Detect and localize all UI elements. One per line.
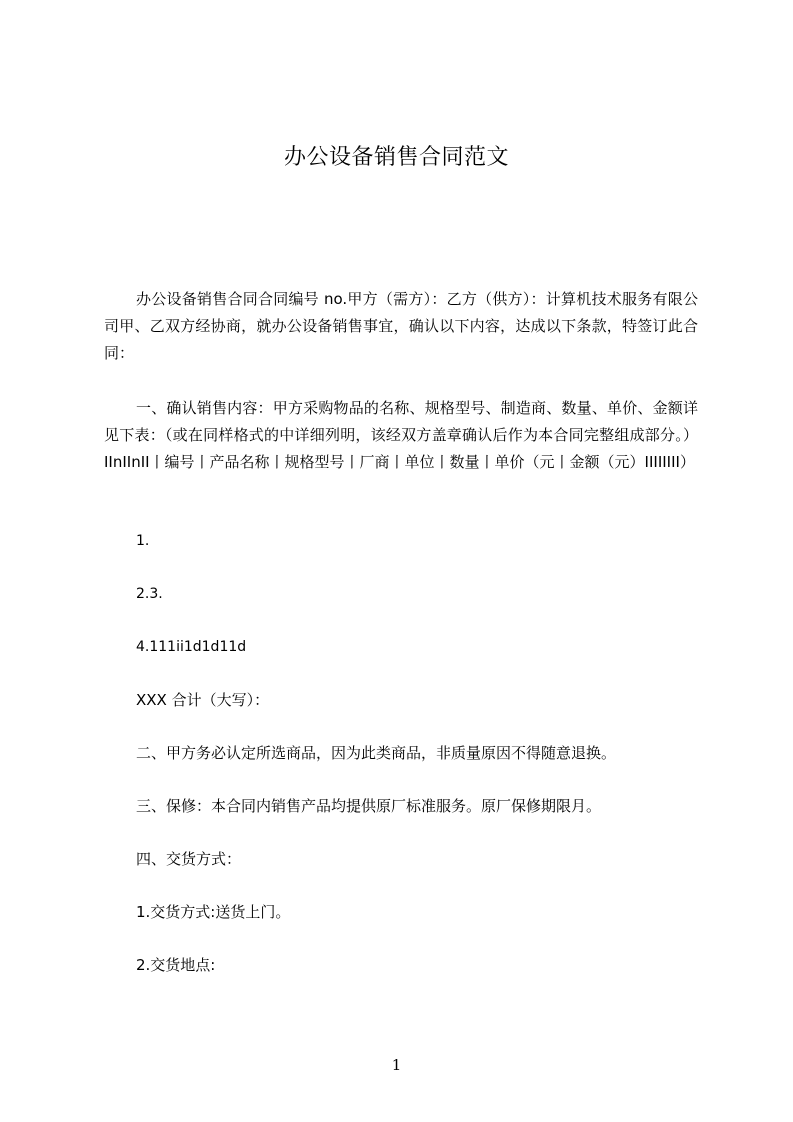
item-line-4: 4.111ii1d1d11d	[136, 639, 247, 655]
page-title: 办公设备销售合同范文	[283, 145, 509, 170]
section-two-line: 二、甲方务必认定所选商品，因为此类商品，非质量原因不得随意退换。	[136, 744, 617, 762]
item-line-2-3: 2.3.	[136, 586, 163, 602]
section-three-line: 三、保修：本合同内销售产品均提供原厂标准服务。原厂保修期限月。	[136, 797, 602, 815]
total-line: XXX 合计（大写）：	[136, 691, 270, 709]
section-four-heading: 四、交货方式：	[136, 850, 242, 868]
delivery-method-line: 1.交货方式:送货上门。	[136, 903, 291, 921]
page-number: 1	[391, 1056, 402, 1074]
section-one-paragraph: 一、确认销售内容：甲方采购物品的名称、规格型号、制造商、数量、单价、金额详见下表：（或在同样格式的中详细列明，该经双方盖章确认后作为本合同完整组成部分。）IInIInII丨编号丨产品名称丨规格型号丨厂商丨单位丨数量丨单价（元丨金额（元）IIIIIIII）	[104, 399, 698, 471]
delivery-place-line: 2.交货地点:	[136, 956, 216, 974]
item-line-1: 1.	[136, 533, 150, 549]
intro-paragraph: 办公设备销售合同合同编号 no.甲方（需方）：乙方（供方）：计算机技术服务有限公司甲、乙双方经协商，就办公设备销售事宜，确认以下内容，达成以下条款，特签订此合同：	[104, 290, 698, 362]
